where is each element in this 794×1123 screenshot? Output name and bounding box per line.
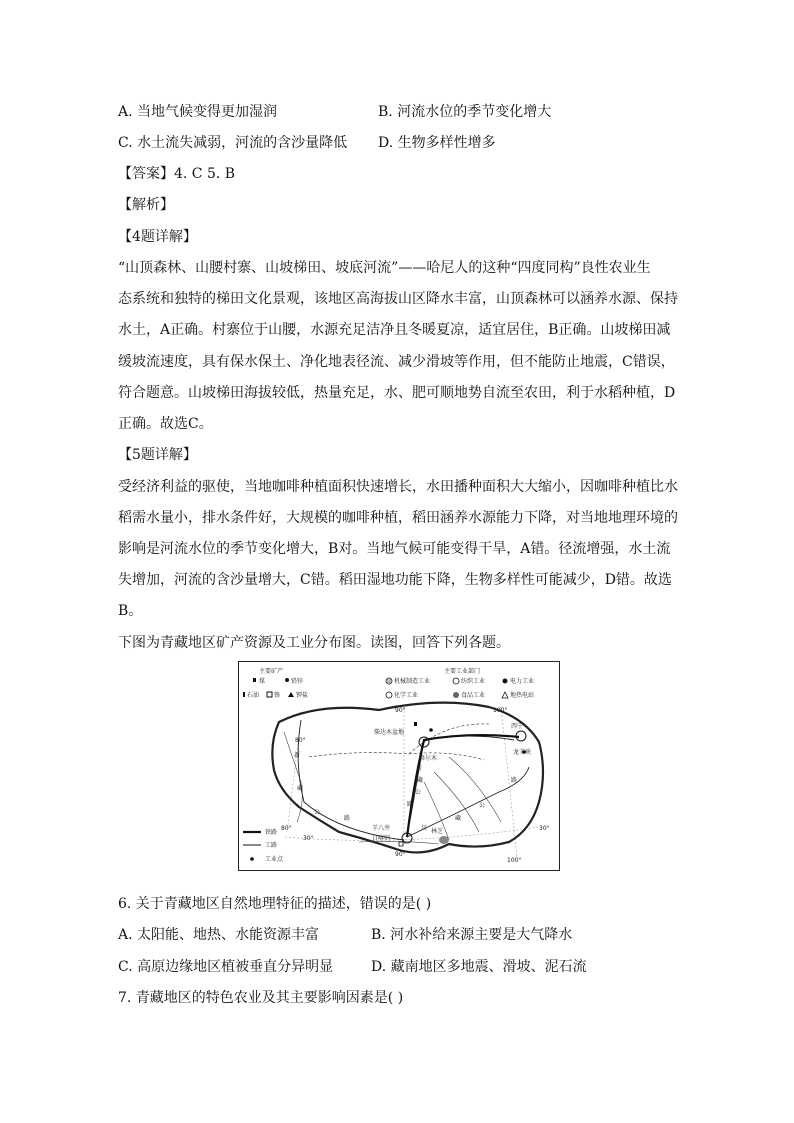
lon-90-top: 90° xyxy=(395,707,406,714)
q5-option-c: C. 水土流失减弱，河流的含沙量降低 xyxy=(118,135,348,151)
place-qaidam: 柴达木盆地 xyxy=(374,729,405,736)
map-svg xyxy=(239,662,559,870)
q4-explanation-line: “山顶森林、山腰村寨、山坡梯田、坡底河流”——哈尼人的这种“四度同构”良性农业生 xyxy=(118,260,651,276)
q7-stem: 7. 青藏地区的特色农业及其主要影响因素是( ) xyxy=(118,990,404,1006)
q5-option-b: B. 河流水位的季节变化增大 xyxy=(378,104,552,120)
q4-explanation-line: 态系统和独特的梯田文化景观，该地区高海拔山区降水丰富，山顶森林可以涵养水源、保持 xyxy=(118,291,678,307)
potash-symbol xyxy=(288,692,294,697)
qinghai-tibet-railway xyxy=(407,735,519,837)
road-label-char: 公 xyxy=(314,809,321,816)
lon-100-top: 100° xyxy=(493,707,508,714)
road-label-char: 藏 xyxy=(417,777,424,784)
place-longyangxia: 龙羊峡 xyxy=(513,749,532,756)
q6-option-a: A. 太阳能、地热、水能资源丰富 xyxy=(118,927,320,943)
industrial-point-legend xyxy=(250,857,254,861)
q5-option-d: D. 生物多样性增多 xyxy=(378,135,496,151)
q6-option-b: B. 河水补给来源主要是大气降水 xyxy=(371,927,573,943)
legend-machinery: 机械制造工业 xyxy=(394,678,431,685)
q6-stem: 6. 关于青藏地区自然地理特征的描述，错误的是( ) xyxy=(118,896,432,912)
lat-30-left: 30° xyxy=(303,835,314,842)
mine-point xyxy=(399,842,403,846)
legend-industrial-point: 工业点 xyxy=(265,856,284,863)
oil-symbol xyxy=(243,692,245,697)
q6-option-c: C. 高原边缘地区植被垂直分异明显 xyxy=(118,959,334,975)
lon-90-bottom: 90° xyxy=(395,851,406,858)
machinery-symbol xyxy=(386,678,392,684)
lon-80-top: 80° xyxy=(295,737,306,744)
legend-chemical: 化学工业 xyxy=(394,692,419,699)
province-boundary xyxy=(309,753,484,760)
road-label-char: 路 xyxy=(344,815,351,822)
q5-explanation-line: 影响是河流水位的季节变化增大，B对。当地气候可能变得干旱，A错。径流增强，水土流 xyxy=(118,541,671,557)
legend-chromium: 铬 xyxy=(274,692,281,699)
legend-geothermal: 地热电站 xyxy=(510,692,535,699)
coal-symbol xyxy=(253,678,256,682)
legend-minerals-title: 主要矿产 xyxy=(259,668,284,675)
lon-100-bottom: 100° xyxy=(507,857,522,864)
textile-symbol xyxy=(453,678,459,684)
place-xining: 西宁 xyxy=(511,723,524,730)
q4-explanation-line: 符合题意。山坡梯田海拔较低，热量充足，水、肥可顺地势自流至农田，利于水稻种植，D xyxy=(118,385,676,401)
food-symbol xyxy=(453,692,459,698)
place-linzhi: 林芝 xyxy=(431,828,444,835)
legend-highway: 工路 xyxy=(265,842,278,849)
river xyxy=(449,757,501,822)
legend-leadzinc: 铅锌 xyxy=(291,678,304,685)
road-label-char: 川 xyxy=(421,825,428,832)
road-label-char: 藏 xyxy=(297,785,304,792)
road-label-char: 公 xyxy=(415,789,422,796)
q4-explanation-line: 缓坡流速度，具有保水保土、净化地表径流、减少滑坡等作用，但不能防止地震，C错误， xyxy=(118,354,675,370)
road-label-char: 路 xyxy=(407,801,414,808)
xinjiang-tibet-highway xyxy=(298,720,404,840)
q5-option-a: A. 当地气候变得更加湿润 xyxy=(118,104,278,120)
place-golmud: 格尔木 xyxy=(419,755,438,762)
qinghai-tibet-map xyxy=(238,661,560,871)
river xyxy=(434,772,479,832)
q6-option-d: D. 藏南地区多地震、滑坡、泥石流 xyxy=(371,959,587,975)
q5-explanation-line: 稻需水量小，排水条件好，大规模的咖啡种植，稻田涵养水源能力下降，对当地地理环境的 xyxy=(118,510,678,526)
mine-point xyxy=(414,722,417,726)
legend-coal: 煤 xyxy=(259,678,266,685)
legend-industry-title: 主要工业部门 xyxy=(444,668,481,675)
industrial-point xyxy=(429,728,433,732)
road-label-char: 新 xyxy=(294,752,301,759)
road-label-char: 路 xyxy=(511,777,518,784)
place-rikaze: 日喀则 xyxy=(372,835,391,842)
answer-line: 【答案】4. C 5. B xyxy=(118,166,236,182)
road-label-char: 公 xyxy=(479,802,486,809)
geothermal-symbol xyxy=(502,692,508,698)
legend-oil: 石油 xyxy=(247,692,260,699)
place-yangbajing: 羊八井 xyxy=(372,825,391,832)
q4-explanation-line: 正确。故选C。 xyxy=(118,416,213,432)
road-label-char: 藏 xyxy=(455,815,462,822)
analysis-title: 【解析】 xyxy=(118,197,174,213)
lon-80-bottom: 80° xyxy=(281,825,292,832)
legend-textile: 纺织工业 xyxy=(461,678,486,685)
linzhi-site xyxy=(439,836,449,844)
lat-30-right: 30° xyxy=(539,825,550,832)
chemical-symbol xyxy=(386,692,392,698)
chromium-symbol xyxy=(267,692,272,697)
road-label-char: 青 xyxy=(416,765,423,772)
q5-explanation-line: 失增加，河流的含沙量增大，C错。稻田湿地功能下降，生物多样性可能减少，D错。故选 xyxy=(118,572,672,588)
legend-potash: 钾盐 xyxy=(296,692,309,699)
power-symbol xyxy=(503,679,508,684)
q4-explanation-line: 水土，A正确。村寨位于山腰，水源充足洁净且冬暖夏凉，适宜居住，B正确。山坡梯田减 xyxy=(118,322,671,338)
legend-food: 食品工业 xyxy=(461,692,486,699)
leadzinc-symbol xyxy=(285,678,289,682)
legend-railway: 铁路 xyxy=(265,829,278,836)
legend-power: 电力工业 xyxy=(510,678,535,685)
q5-explanation-line: 受经济利益的驱使，当地咖啡种植面积快速增长，水田播种面积大大缩小，因咖啡种植比水 xyxy=(118,479,678,495)
map-intro: 下图为青藏地区矿产资源及工业分布图。读图，回答下列各题。 xyxy=(118,635,510,651)
q4-heading: 【4题详解】 xyxy=(118,229,197,245)
q5-heading: 【5题详解】 xyxy=(118,447,197,463)
q5-explanation-line: B。 xyxy=(118,603,143,619)
